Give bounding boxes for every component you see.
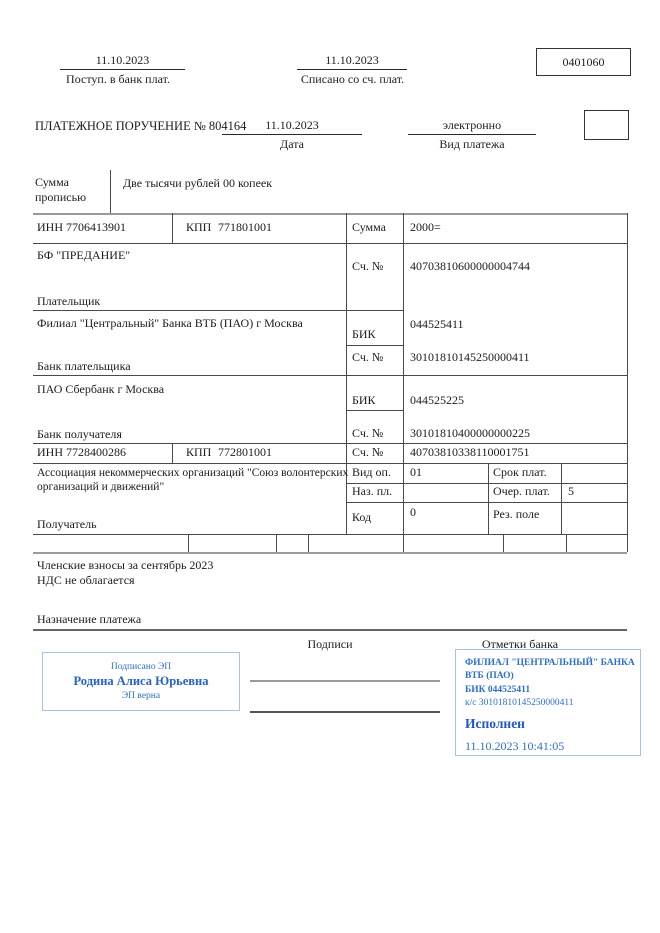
signature-line-2 [250, 711, 440, 713]
sum-label: Сумма [352, 220, 386, 234]
payer-bank-label: Банк плательщика [37, 359, 131, 373]
document-title: ПЛАТЕЖНОЕ ПОРУЧЕНИЕ № 804164 [35, 119, 247, 133]
table-line [308, 534, 309, 552]
purpose-code-label: Наз. пл. [352, 484, 393, 498]
signature-stamp [42, 652, 240, 711]
table-line [488, 463, 489, 534]
status-code-box [584, 110, 629, 140]
payer-bank-account-label: Сч. № [352, 350, 384, 364]
payee-bank-account-label: Сч. № [352, 426, 384, 440]
bank-stamp-datetime: 11.10.2023 10:41:05 [465, 739, 565, 754]
payee-kpp-value: 772801001 [218, 445, 272, 459]
payer-bank-bik-value: 044525411 [410, 317, 464, 331]
bank-stamp-status: Исполнен [465, 716, 525, 732]
payer-inn: ИНН 7706413901 [37, 220, 126, 234]
signature-stamp-line3: ЭП верна [121, 691, 161, 701]
payee-inn: ИНН 7728400286 [37, 445, 126, 459]
signature-line-1 [250, 680, 440, 682]
payee-label: Получатель [37, 517, 97, 531]
amount-words-label-line1: Сумма [35, 175, 69, 189]
form-code-box: 0401060 [536, 48, 631, 76]
bank-stamp-corr-account: к/с 30101810145250000411 [465, 697, 574, 708]
payer-name: БФ "ПРЕДАНИЕ" [37, 248, 131, 262]
payee-name-line2: организаций и движений" [37, 481, 165, 493]
payee-bank-account-value: 30101810400000000225 [410, 426, 530, 440]
bank-marks-header: Отметки банка [481, 637, 559, 651]
payer-account-value: 40703810600000004744 [410, 259, 530, 273]
priority-label: Очер. плат. [493, 484, 550, 498]
table-line [33, 375, 627, 376]
payee-bank-bik-label: БИК [352, 393, 376, 407]
received-in-bank-date: 11.10.2023 [60, 53, 185, 70]
table-line [172, 213, 173, 243]
table-bottom-line [33, 552, 627, 554]
amount-words-label-line2: прописью [35, 190, 87, 204]
payer-kpp-value: 771801001 [218, 220, 272, 234]
payment-kind-field: электронно [408, 118, 536, 135]
table-line [561, 463, 562, 534]
table-line [346, 213, 347, 534]
table-line [627, 213, 628, 552]
amount-words-value: Две тысячи рублей 00 копеек [123, 176, 273, 190]
table-line [403, 213, 404, 552]
amount-words-divider-line [110, 170, 111, 213]
document-date-label: Дата [280, 137, 304, 151]
payee-kpp-label: КПП [186, 445, 212, 459]
table-line [33, 243, 627, 244]
payer-label: Плательщик [37, 294, 101, 308]
payee-bank-name: ПАО Сбербанк г Москва [37, 382, 165, 396]
code-label: Код [352, 510, 372, 524]
sum-value: 2000= [410, 220, 441, 234]
debited-from-account-date: 11.10.2023 [297, 53, 407, 70]
payment-kind-label: Вид платежа [439, 137, 505, 151]
priority-value: 5 [568, 484, 574, 498]
payee-account-label: Сч. № [352, 445, 384, 459]
code-value: 0 [410, 505, 416, 519]
debited-from-account-label: Списано со сч. плат. [300, 72, 405, 86]
signature-stamp-line1: Подписано ЭП [110, 662, 172, 672]
payer-kpp-label: КПП [186, 220, 212, 234]
table-line [33, 463, 627, 464]
op-type-value: 01 [410, 465, 422, 479]
bank-stamp-line1: ФИЛИАЛ "ЦЕНТРАЛЬНЫЙ" БАНКА [465, 658, 635, 668]
purpose-underline [33, 629, 627, 631]
bank-stamp [455, 649, 641, 756]
document-date-field: 11.10.2023 [222, 118, 362, 135]
table-line [346, 502, 627, 503]
signatures-header: Подписи [307, 637, 353, 651]
purpose-label: Назначение платежа [37, 612, 142, 626]
bank-stamp-bik: БИК 044525411 [465, 684, 531, 695]
reserve-field-label: Рез. поле [493, 507, 540, 521]
table-line [276, 534, 277, 552]
purpose-line2: НДС не облагается [37, 573, 135, 587]
payer-bank-bik-label: БИК [352, 327, 376, 341]
payee-bank-label: Банк получателя [37, 427, 122, 441]
payee-bank-bik-value: 044525225 [410, 393, 464, 407]
table-line [346, 410, 403, 411]
payee-account-value: 40703810338110001751 [410, 445, 530, 459]
payee-name-line1: Ассоциация некоммерческих организаций "Союз волонтерских [37, 467, 349, 479]
table-line [33, 443, 627, 444]
table-line [346, 345, 403, 346]
table-top-line [33, 213, 627, 215]
table-line [172, 443, 173, 463]
payer-account-label: Сч. № [352, 259, 384, 273]
table-line [566, 534, 567, 552]
op-type-label: Вид оп. [352, 465, 391, 479]
payer-bank-name: Филиал "Центральный" Банка ВТБ (ПАО) г Москва [37, 316, 303, 330]
received-in-bank-label: Поступ. в банк плат. [66, 72, 170, 86]
table-line [33, 310, 403, 311]
signatory-name: Родина Алиса Юрьевна [73, 674, 209, 688]
table-line [33, 534, 627, 535]
bank-stamp-line2: ВТБ (ПАО) [465, 671, 514, 682]
table-line [503, 534, 504, 552]
payer-bank-account-value: 30101810145250000411 [410, 350, 530, 364]
table-line [188, 534, 189, 552]
due-date-label: Срок плат. [493, 465, 547, 479]
purpose-line1: Членские взносы за сентябрь 2023 [37, 558, 214, 572]
